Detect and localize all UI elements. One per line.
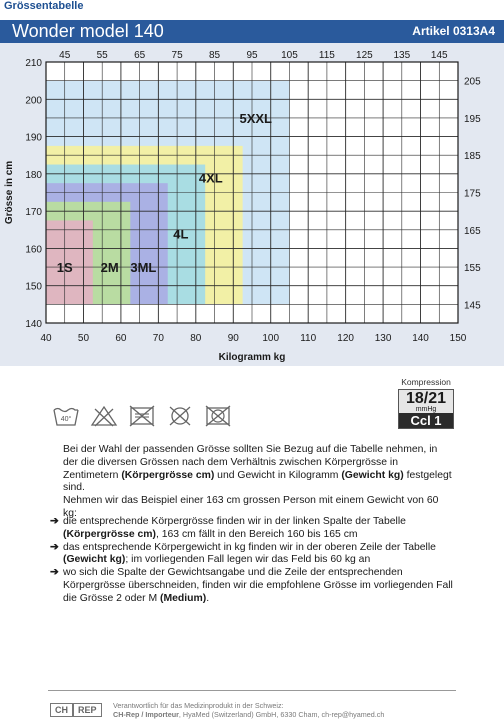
y-tick-label: 200	[25, 95, 42, 107]
y-right-tick-label: 155	[464, 263, 481, 275]
compression-class: Ccl 1	[399, 413, 453, 428]
y-right-tick-label: 185	[464, 151, 481, 163]
list-item: ➔ das entsprechende Körpergewicht in kg finden wir in der oberen Zeile der Tabelle (Gewicht kg); im vorliegenden Fall legen wir das Feld bis 60 kg an	[50, 541, 436, 566]
x-tick-label: 50	[77, 333, 90, 344]
compression-box	[398, 389, 454, 429]
ch-rep-logo: CH REP	[50, 703, 102, 717]
care-icons	[52, 404, 232, 428]
y-tick-label: 160	[25, 244, 42, 256]
size-label: 3ML	[130, 260, 157, 276]
x-top-tick-label: 85	[208, 50, 221, 61]
list-item: ➔ die entsprechende Körpergrösse finden wir in der linken Spalte der Tabelle (Körpergrösse cm), 163 cm fällt in den Bereich 160 bis 165 cm	[50, 516, 406, 540]
compression-value: 18/21	[405, 390, 447, 407]
title-banner	[0, 20, 504, 43]
x-tick-label: 140	[412, 333, 429, 344]
size-label: 5XXL	[239, 110, 273, 126]
y-right-tick-label: 175	[464, 188, 481, 200]
instruction-list	[50, 516, 455, 606]
compression-label: Kompression	[401, 377, 451, 387]
y-tick-label: 210	[25, 58, 42, 69]
x-tick-label: 80	[190, 333, 202, 344]
x-tick-label: 130	[374, 333, 392, 344]
model-name: Wonder model 140	[12, 21, 164, 41]
example-paragraph: Nehmen wir das Beispiel einer 163 cm grossen Person mit einem Gewicht von 60 kg:	[63, 495, 439, 519]
section-title: Grössentabelle	[4, 0, 84, 12]
no-iron-icon	[166, 404, 194, 428]
x-top-tick-label: 95	[246, 50, 258, 61]
y-tick-label: 180	[25, 169, 42, 181]
no-bleach-icon	[90, 404, 118, 428]
y-axis-label: Grösse in cm	[4, 160, 15, 225]
x-top-tick-label: 105	[281, 50, 298, 61]
compression-badge	[398, 377, 454, 429]
y-right-tick-label: 195	[464, 113, 481, 125]
x-top-tick-label: 75	[171, 50, 183, 61]
article-number: Artikel 0313A4	[412, 24, 495, 38]
y-right-tick-label: 165	[464, 225, 481, 237]
no-dry-clean-icon	[204, 404, 232, 428]
x-top-tick-label: 145	[430, 50, 448, 61]
x-top-tick-label: 45	[59, 50, 71, 61]
x-tick-label: 120	[337, 333, 354, 344]
x-top-tick-label: 125	[356, 50, 373, 61]
x-top-tick-label: 55	[96, 50, 108, 61]
x-top-tick-label: 115	[318, 50, 335, 61]
y-tick-label: 170	[25, 207, 42, 219]
list-item: ➔ wo sich die Spalte der Gewichtsangabe und die Zeile der entsprechenden Körpergrösse überschneiden, finden wir die empfohlene Grösse im vorliegenden Fall die Grösse 2 oder M (Medium).	[50, 567, 453, 604]
y-tick-label: 190	[25, 132, 42, 144]
size-label: 4XL	[198, 170, 223, 186]
size-label: 1S	[56, 260, 73, 276]
footer-divider	[48, 690, 456, 691]
x-axis-label: Kilogramm kg	[218, 352, 286, 363]
size-chart	[0, 43, 504, 366]
x-top-tick-label: 65	[134, 50, 146, 61]
y-tick-label: 140	[25, 319, 42, 330]
arrow-icon: ➔	[50, 567, 59, 579]
y-right-tick-label: 145	[464, 300, 481, 312]
intro-paragraph: Bei der Wahl der passenden Grösse sollten Sie Bezug auf die Tabelle nehmen, in der die diversen Grössen nach dem Verhältnis zwischen Körpergrösse in Zentimetern (Körpergrösse cm) und Gewicht in Kilogramm (Gewicht kg) festgelegt sind.	[63, 444, 452, 494]
arrow-icon: ➔	[50, 516, 59, 527]
x-tick-label: 40	[40, 333, 52, 344]
compression-unit: mmHg	[415, 406, 437, 413]
arrow-icon: ➔	[50, 541, 59, 553]
size-chart-svg	[0, 43, 504, 366]
y-right-tick-label: 205	[464, 76, 481, 88]
x-tick-label: 100	[262, 333, 280, 344]
y-tick-label: 150	[25, 281, 42, 293]
x-top-tick-label: 135	[393, 50, 411, 61]
svg-text:40°: 40°	[60, 416, 72, 423]
footer-text: Verantwortlich für das Medizinprodukt in der Schweiz: CH-Rep / Importeur, HyaMed (Switzerland) GmbH, 6330 Cham, ch-rep@hyamed.ch	[113, 701, 385, 719]
x-tick-label: 150	[449, 333, 467, 344]
size-label: 4L	[173, 226, 189, 242]
x-tick-label: 110	[300, 333, 317, 344]
x-tick-label: 70	[152, 333, 164, 344]
no-tumble-dry-icon	[128, 404, 156, 428]
size-label: 2M	[100, 260, 119, 276]
x-tick-label: 90	[227, 333, 239, 344]
x-tick-label: 60	[115, 333, 127, 344]
wash-40-icon	[52, 404, 80, 428]
